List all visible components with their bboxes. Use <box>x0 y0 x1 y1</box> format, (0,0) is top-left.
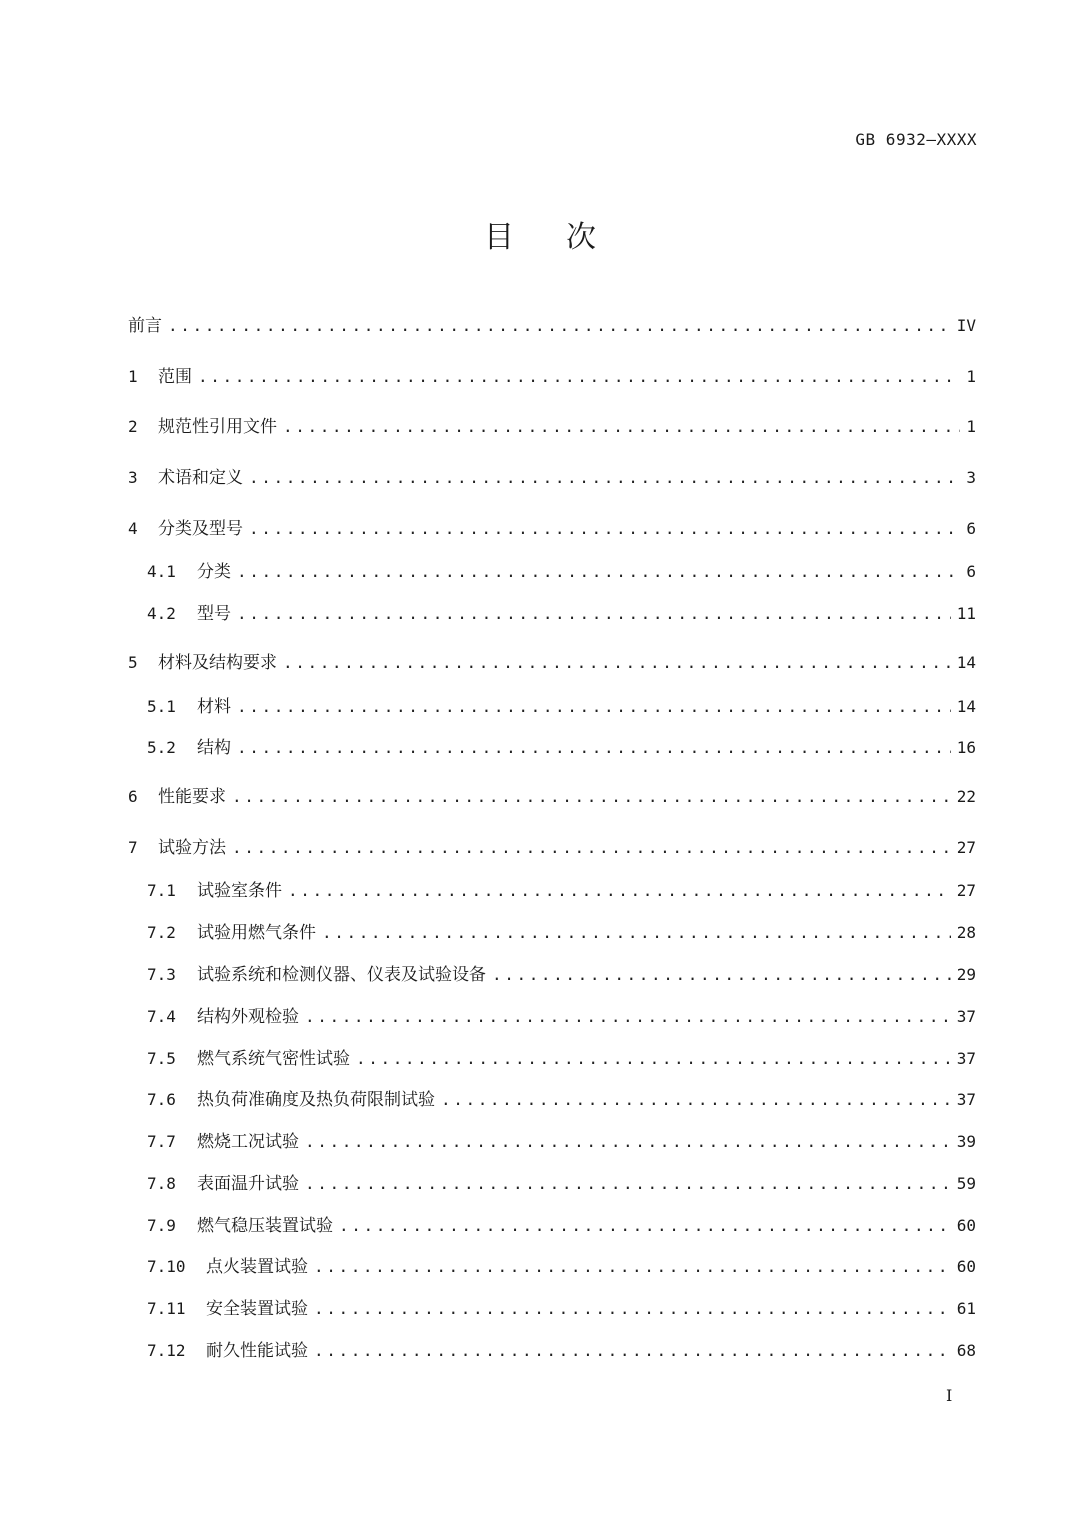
toc-entry-number: 7.2 <box>147 923 176 942</box>
toc-entry-page: 6 <box>966 562 976 581</box>
toc-leader-dots <box>314 1255 951 1279</box>
toc-entry-7[interactable] <box>128 836 976 860</box>
toc-entry-number: 7.9 <box>147 1216 176 1235</box>
page-title: 目次 <box>484 220 648 255</box>
toc-leader-dots <box>237 695 951 719</box>
toc-entry-7-6[interactable] <box>147 1088 976 1112</box>
toc-entry-page: 37 <box>956 1007 976 1026</box>
toc-entry-text: 范围 <box>158 367 192 387</box>
toc-entry-6[interactable] <box>128 785 976 809</box>
toc-entry-text: 燃烧工况试验 <box>197 1132 299 1152</box>
toc-entry-7-9[interactable] <box>147 1214 976 1238</box>
toc-leader-dots <box>441 1088 951 1112</box>
toc-entry-7-3[interactable] <box>147 963 976 987</box>
toc-entry-text: 燃气系统气密性试验 <box>197 1049 350 1069</box>
toc-leader-dots <box>305 1130 951 1154</box>
toc-entry-text: 材料及结构要求 <box>158 653 277 673</box>
toc-entry-text: 点火装置试验 <box>206 1257 308 1277</box>
toc-entry-text: 前言 <box>128 316 162 336</box>
toc-entry-text: 表面温升试验 <box>197 1174 299 1194</box>
toc-leader-dots <box>232 836 951 860</box>
toc-entry-page: 14 <box>956 697 976 716</box>
toc-leader-dots <box>249 517 960 541</box>
toc-entry-page: 16 <box>956 738 976 757</box>
toc-entry-text: 燃气稳压装置试验 <box>197 1216 333 1236</box>
toc-entry-number: 7.5 <box>147 1049 176 1068</box>
toc-entry-page: 60 <box>956 1257 976 1276</box>
toc-entry-text: 结构外观检验 <box>197 1007 299 1027</box>
toc-entry-number: 7 <box>128 838 138 857</box>
toc-entry-5-1[interactable] <box>147 695 976 719</box>
toc-entry-number: 7.8 <box>147 1174 176 1193</box>
toc-entry-page: 14 <box>956 653 976 672</box>
toc-entry-7-2[interactable] <box>147 921 976 945</box>
toc-entry-7-8[interactable] <box>147 1172 976 1196</box>
toc-entry-7-11[interactable] <box>147 1297 976 1321</box>
toc-entry-foreword[interactable] <box>128 314 976 338</box>
toc-entry-page: 1 <box>966 367 976 386</box>
toc-entry-page: 1 <box>966 417 976 436</box>
toc-entry-page: 37 <box>956 1049 976 1068</box>
toc-entry-page: IV <box>956 316 976 335</box>
toc-leader-dots <box>237 602 951 626</box>
toc-entry-number: 7.11 <box>147 1299 186 1318</box>
toc-entry-page: 39 <box>956 1132 976 1151</box>
toc-entry-5-2[interactable] <box>147 736 976 760</box>
toc-entry-page: 22 <box>956 787 976 806</box>
toc-entry-1[interactable] <box>128 365 976 389</box>
toc-entry-number: 7.4 <box>147 1007 176 1026</box>
toc-entry-number: 3 <box>128 468 138 487</box>
toc-entry-page: 27 <box>956 881 976 900</box>
toc-leader-dots <box>492 963 951 987</box>
toc-entry-3[interactable] <box>128 466 976 490</box>
toc-entry-number: 6 <box>128 787 138 806</box>
toc-entry-text: 性能要求 <box>158 787 226 807</box>
toc-entry-7-4[interactable] <box>147 1005 976 1029</box>
toc-entry-number: 5.1 <box>147 697 176 716</box>
toc-entry-text: 耐久性能试验 <box>206 1341 308 1361</box>
toc-entry-text: 热负荷准确度及热负荷限制试验 <box>197 1090 435 1110</box>
toc-entry-page: 6 <box>966 519 976 538</box>
toc-entry-number: 2 <box>128 417 138 436</box>
toc-entry-text: 安全装置试验 <box>206 1299 308 1319</box>
toc-entry-2[interactable] <box>128 415 976 439</box>
toc-leader-dots <box>314 1339 951 1363</box>
toc-leader-dots <box>322 921 951 945</box>
toc-entry-number: 7.1 <box>147 881 176 900</box>
toc-entry-7-1[interactable] <box>147 879 976 903</box>
toc-leader-dots <box>288 879 951 903</box>
toc-entry-4-1[interactable] <box>147 560 976 584</box>
toc-entry-text: 规范性引用文件 <box>158 417 277 437</box>
toc-leader-dots <box>305 1172 951 1196</box>
toc-leader-dots <box>237 736 951 760</box>
toc-entry-number: 7.10 <box>147 1257 186 1276</box>
toc-leader-dots <box>237 560 960 584</box>
page-number: I <box>946 1386 953 1405</box>
toc-entry-page: 59 <box>956 1174 976 1193</box>
toc-entry-number: 7.7 <box>147 1132 176 1151</box>
toc-entry-number: 1 <box>128 367 138 386</box>
toc-entry-number: 4 <box>128 519 138 538</box>
toc-entry-text: 材料 <box>197 697 231 717</box>
toc-entry-text: 结构 <box>197 738 231 758</box>
toc-entry-4-2[interactable] <box>147 602 976 626</box>
toc-entry-page: 68 <box>956 1341 976 1360</box>
toc-entry-text: 术语和定义 <box>158 468 243 488</box>
toc-leader-dots <box>283 651 951 675</box>
toc-entry-number: 4.1 <box>147 562 176 581</box>
toc-entry-number: 7.6 <box>147 1090 176 1109</box>
toc-entry-number: 4.2 <box>147 604 176 623</box>
toc-entry-text: 试验室条件 <box>197 881 282 901</box>
toc-entry-number: 7.3 <box>147 965 176 984</box>
toc-entry-7-7[interactable] <box>147 1130 976 1154</box>
toc-entry-page: 60 <box>956 1216 976 1235</box>
toc-entry-7-5[interactable] <box>147 1047 976 1071</box>
toc-entry-text: 分类及型号 <box>158 519 243 539</box>
toc-entry-text: 试验用燃气条件 <box>197 923 316 943</box>
toc-leader-dots <box>283 415 960 439</box>
toc-entry-page: 3 <box>966 468 976 487</box>
toc-entry-page: 37 <box>956 1090 976 1109</box>
toc-entry-page: 11 <box>956 604 976 623</box>
toc-entry-text: 型号 <box>197 604 231 624</box>
toc-leader-dots <box>356 1047 951 1071</box>
toc-entry-number: 7.12 <box>147 1341 186 1360</box>
toc-entry-5[interactable] <box>128 651 976 675</box>
toc-entry-page: 29 <box>956 965 976 984</box>
toc-leader-dots <box>168 314 951 338</box>
toc-entry-page: 61 <box>956 1299 976 1318</box>
toc-leader-dots <box>198 365 960 389</box>
toc-entry-page: 27 <box>956 838 976 857</box>
toc-entry-4[interactable] <box>128 517 976 541</box>
toc-entry-text: 分类 <box>197 562 231 582</box>
toc-entry-page: 28 <box>956 923 976 942</box>
toc-leader-dots <box>314 1297 951 1321</box>
toc-leader-dots <box>249 466 960 490</box>
toc-entry-number: 5 <box>128 653 138 672</box>
toc-entry-7-10[interactable] <box>147 1255 976 1279</box>
toc-leader-dots <box>305 1005 951 1029</box>
toc-entry-text: 试验方法 <box>158 838 226 858</box>
document-code: GB 6932—XXXX <box>855 130 977 149</box>
toc-entry-7-12[interactable] <box>147 1339 976 1363</box>
toc-leader-dots <box>339 1214 951 1238</box>
toc-entry-text: 试验系统和检测仪器、仪表及试验设备 <box>197 965 486 985</box>
toc-entry-number: 5.2 <box>147 738 176 757</box>
toc-leader-dots <box>232 785 951 809</box>
